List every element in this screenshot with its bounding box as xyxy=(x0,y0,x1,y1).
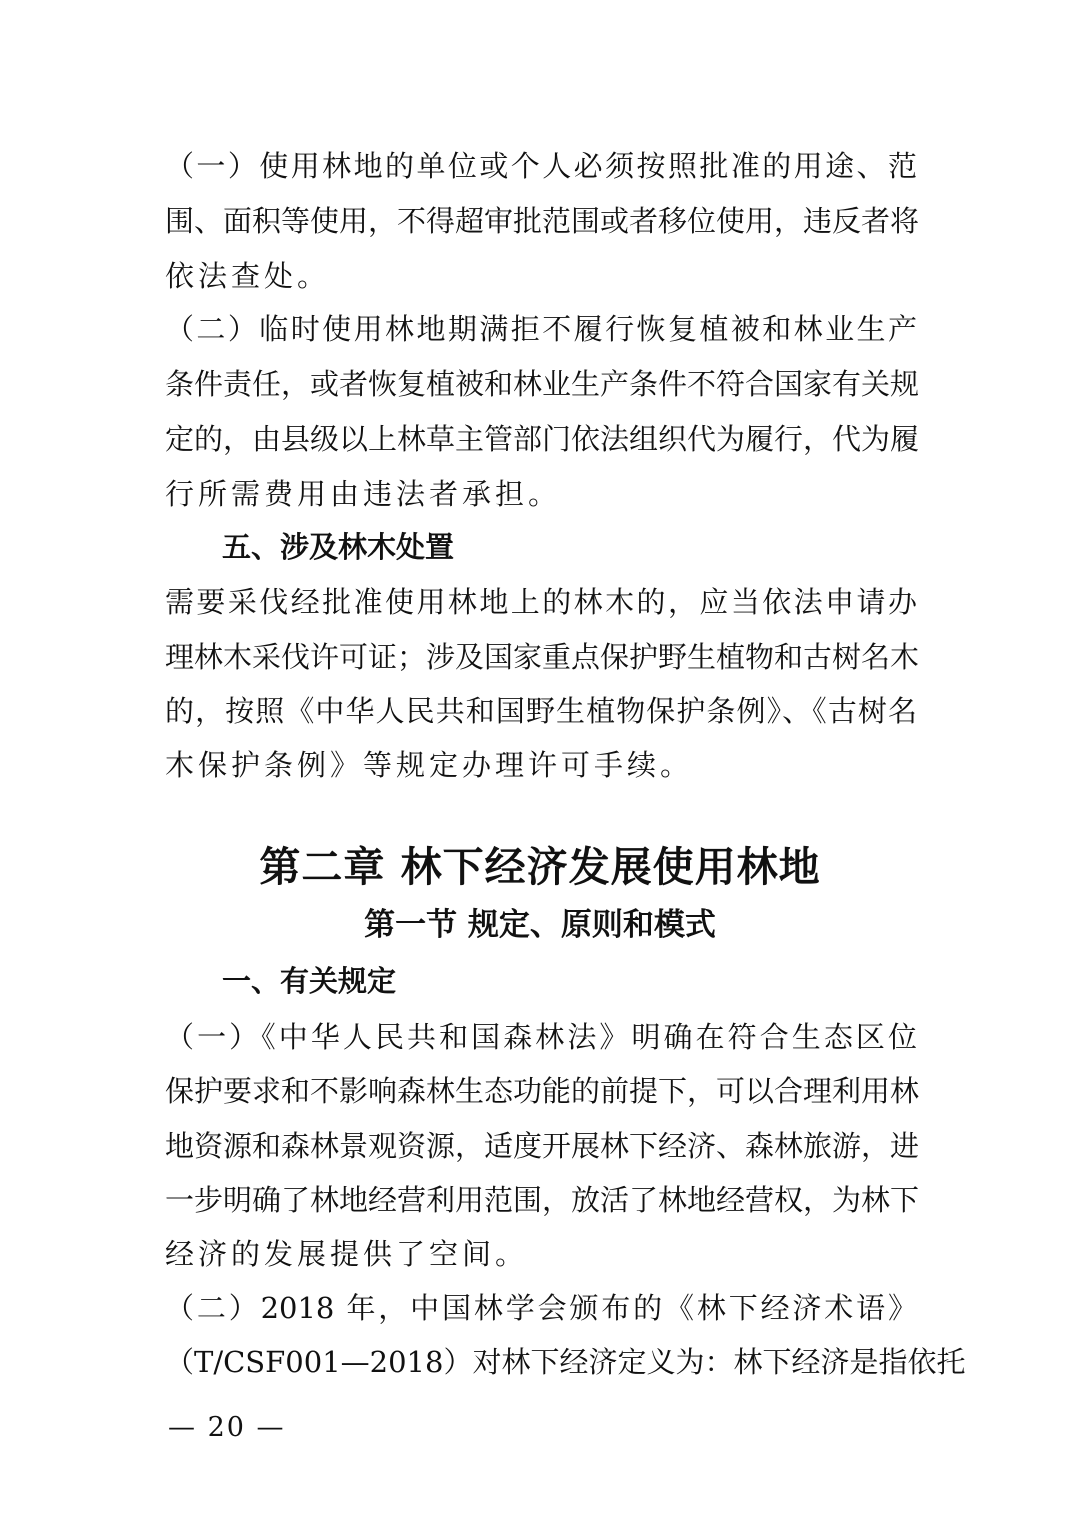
paragraph-line: （T/CSF001—2018）对林下经济定义为：林下经济是指依托 xyxy=(165,1345,966,1379)
paragraph-line: 定的，由县级以上林草主管部门依法组织代为履行，代为履 xyxy=(165,422,920,456)
paragraph-line: （二）临时使用林地期满拒不履行恢复植被和林业生产 xyxy=(165,312,917,346)
page-number: — 20 — xyxy=(168,1412,286,1443)
section-title: 第一节 规定、原则和模式 xyxy=(364,907,716,943)
paragraph-line: 需要采伐经批准使用林地上的林木的，应当依法申请办 xyxy=(165,585,917,619)
section-heading: 一、有关规定 xyxy=(222,964,397,998)
paragraph-line: （二）2018 年，中国林学会颁布的《林下经济术语》 xyxy=(165,1291,917,1325)
paragraph-line: 经济的发展提供了空间。 xyxy=(165,1237,529,1271)
paragraph-line: 一步明确了林地经营利用范围，放活了林地经营权，为林下 xyxy=(165,1183,920,1217)
paragraph-line: 条件责任，或者恢复植被和林业生产条件不符合国家有关规 xyxy=(165,367,920,401)
paragraph-line: 木保护条例》等规定办理许可手续。 xyxy=(165,748,694,782)
paragraph-line: 的，按照《中华人民共和国野生植物保护条例》、《古树名 xyxy=(165,694,917,728)
paragraph-line: 地资源和森林景观资源，适度开展林下经济、森林旅游，进 xyxy=(165,1129,920,1163)
paragraph-line: （一）使用林地的单位或个人必须按照批准的用途、范 xyxy=(165,149,917,183)
paragraph-line: 围、面积等使用，不得超审批范围或者移位使用，违反者将 xyxy=(165,204,920,238)
paragraph-line: 理林木采伐许可证；涉及国家重点保护野生植物和古树名木 xyxy=(165,640,920,674)
paragraph-line: 行所需费用由违法者承担。 xyxy=(165,477,562,511)
chapter-title: 第二章 林下经济发展使用林地 xyxy=(259,843,821,891)
paragraph-line: （一）《中华人民共和国森林法》明确在符合生态区位 xyxy=(165,1020,917,1054)
paragraph-line: 依法查处。 xyxy=(165,259,331,293)
section-heading: 五、涉及林木处置 xyxy=(222,530,455,564)
paragraph-line: 保护要求和不影响森林生态功能的前提下，可以合理利用林 xyxy=(165,1074,920,1108)
